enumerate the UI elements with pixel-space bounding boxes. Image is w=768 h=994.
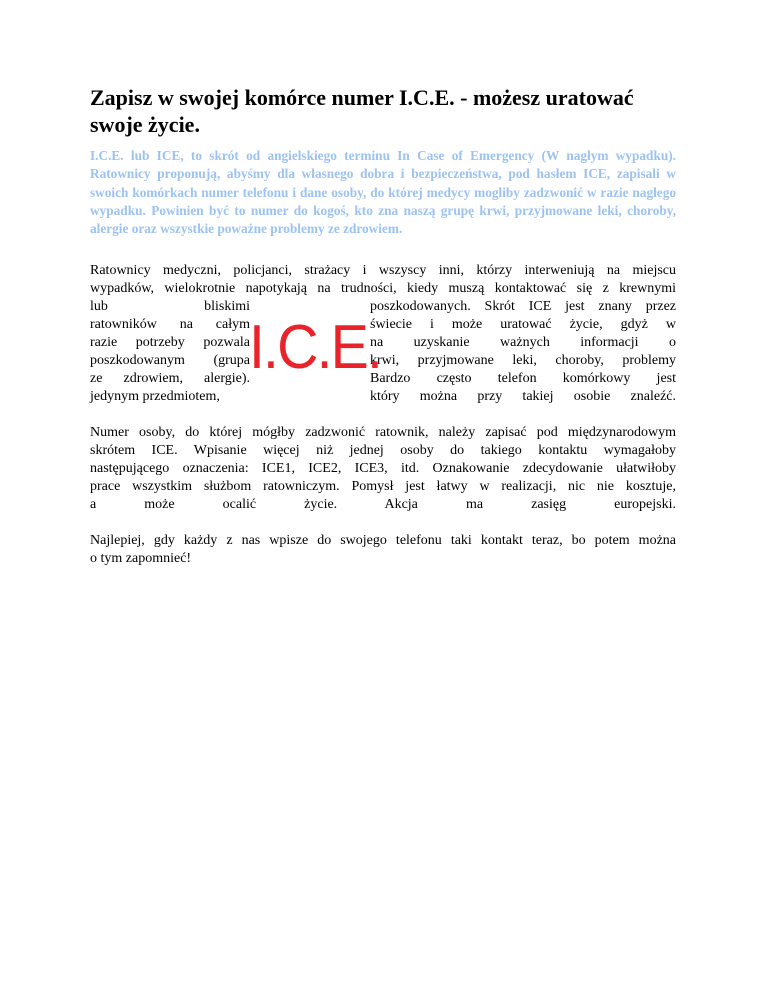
wrap-left-line-6: jedynym przedmiotem, <box>90 389 220 404</box>
paragraph1-line-1: Ratownicy medyczni, policjanci, strażacy i wszyscy inni, którzy interweniują na miejscu <box>90 263 676 278</box>
wrap-right-line-6: który można przy takiej osobie znaleźć. <box>370 389 676 404</box>
wrap-left-line-1: lub bliskimi <box>90 299 250 314</box>
paragraph1-line-2: wypadków, wielokrotnie napotykają na trudności, kiedy muszą kontaktować się z krewnymi <box>90 281 676 296</box>
paragraph3-line-2: o tym zapomnieć! <box>90 551 192 566</box>
wrap-left-line-2: ratowników na całym <box>90 317 250 332</box>
wrap-right-line-3: na uzyskanie ważnych informacji o <box>370 335 676 350</box>
paragraph2-line-3: następującego oznaczenia: ICE1, ICE2, ICE3, itd. Oznakowanie zdecydowanie ułatwiłoby <box>90 461 676 476</box>
wrap-left-line-5: ze zdrowiem, alergie). <box>90 371 250 386</box>
ice-logo-text: I.C.E. <box>249 313 381 374</box>
paragraph2-line-2: skrótem ICE. Wpisanie więcej niż jednej osoby do takiego kontaktu wymagałoby <box>90 443 676 458</box>
lead-paragraph: I.C.E. lub ICE, to skrót od angielskiego terminu In Case of Emergency (W nagłym wypadku). Ratownicy proponują, abyśmy dla własnego dobra i bezpieczeństwa, pod hasłem ICE, zapisali w swoich komórkach numer telefonu i dane osoby, do której medycy mogliby zadzwonić w razie nagłego wypadku. Powinien być to numer do kogoś, kto zna naszą grupę krwi, przyjmowane leki, choroby, alergie oraz wszystkie poważne problemy ze zdrowiem. <box>90 148 676 237</box>
ice-logo <box>248 312 382 374</box>
paragraph2-line-5: a może ocalić życie. Akcja ma zasięg europejski. <box>90 497 676 512</box>
wrap-right-line-2: świecie i może uratować życie, gdyż w <box>370 317 676 332</box>
wrap-right-line-1: poszkodowanych. Skrót ICE jest znany przez <box>370 299 676 314</box>
paragraph2-line-1: Numer osoby, do której mógłby zadzwonić ratownik, należy zapisać pod międzynarodowym <box>90 425 676 440</box>
wrap-left-line-3: razie potrzeby pozwala <box>90 335 250 350</box>
wrap-right-line-5: Bardzo często telefon komórkowy jest <box>370 371 676 386</box>
paragraph3-line-1: Najlepiej, gdy każdy z nas wpisze do swojego telefonu taki kontakt teraz, bo potem można <box>90 533 676 548</box>
paragraph2-line-4: prace wszystkim służbom ratowniczym. Pomysł jest łatwy w realizacji, nic nie kosztuje, <box>90 479 676 494</box>
wrap-right-line-4: krwi, przyjmowane leki, choroby, problemy <box>370 353 676 368</box>
page-title: Zapisz w swojej komórce numer I.C.E. - możesz uratować swoje życie. <box>90 85 634 137</box>
wrap-left-line-4: poszkodowanym (grupa <box>90 353 250 368</box>
